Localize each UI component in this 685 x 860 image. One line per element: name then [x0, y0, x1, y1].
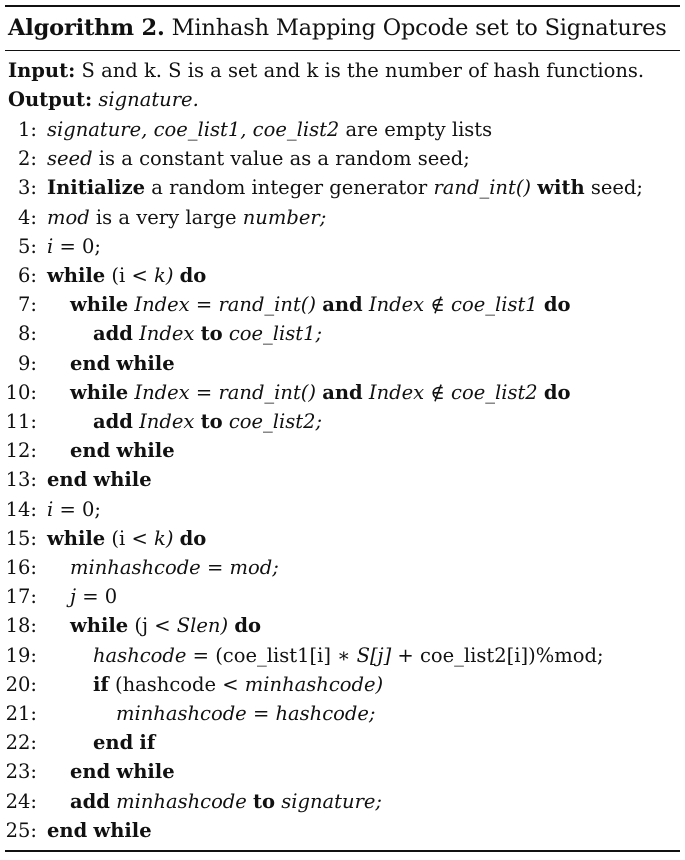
algorithm-line [0, 261, 685, 290]
algorithm-line [0, 378, 685, 407]
line-number: 12: [5, 439, 37, 463]
algorithm-line [0, 524, 685, 553]
line-number: 16: [5, 556, 37, 579]
line-number: 20: [5, 672, 37, 696]
line-number: 13: [5, 468, 37, 492]
line-number: 3: [18, 176, 37, 200]
line-number: 6: [18, 264, 37, 287]
line-code: if (hashcode < minhashcode) [93, 672, 384, 696]
algorithm-line [0, 144, 685, 173]
line-code: end while [70, 760, 175, 784]
algorithm-line [0, 728, 685, 757]
line-code: end while [47, 818, 152, 842]
line-code: while Index = rand_int() and Index ∉ coe_list2 do [70, 380, 571, 404]
algorithm-line [0, 670, 685, 699]
line-code: end while [47, 468, 152, 492]
caption-rule [5, 50, 680, 51]
line-number: 23: [5, 760, 37, 784]
line-code: hashcode = (coe_list1[i] ∗ S[j] + coe_list2[i])%mod; [93, 643, 604, 667]
line-number: 10: [5, 380, 37, 404]
output-keyword: Output: [8, 88, 93, 111]
algorithm-caption [8, 9, 678, 47]
line-number: 18: [5, 614, 37, 638]
algorithm-line [0, 699, 685, 728]
line-code: end if [93, 731, 156, 755]
algorithm-line [0, 173, 685, 202]
line-code: end while [70, 439, 175, 463]
algorithm-line [0, 319, 685, 348]
line-number: 7: [18, 293, 37, 317]
line-code: add minhashcode to signature; [70, 789, 383, 813]
bottom-rule [5, 850, 680, 852]
algorithm-line [0, 582, 685, 611]
line-number: 11: [5, 410, 37, 433]
input-line [8, 56, 678, 85]
line-code: i = 0; [47, 497, 101, 521]
line-number: 25: [5, 818, 37, 842]
line-number: 15: [5, 526, 37, 550]
algorithm-line [0, 611, 685, 640]
line-number: 8: [18, 322, 37, 346]
algorithm-line [0, 465, 685, 494]
line-code: j = 0 [70, 585, 118, 609]
algorithm-line [0, 407, 685, 436]
line-code: while (i < k) do [47, 264, 207, 287]
algorithm-line [0, 787, 685, 816]
algorithm-line [0, 816, 685, 845]
line-code: while Index = rand_int() and Index ∉ coe_list1 do [70, 293, 571, 317]
output-text: signature. [98, 88, 199, 111]
line-code: while (j < Slen) do [70, 614, 261, 638]
algorithm-line [0, 290, 685, 319]
algorithm-line [0, 553, 685, 582]
line-number: 19: [5, 643, 37, 667]
line-code: Initialize a random integer generator rand_int() with seed; [47, 176, 643, 200]
line-code: minhashcode = mod; [70, 556, 279, 579]
top-rule [5, 5, 680, 7]
input-text: S and k. S is a set and k is the number of hash functions. [81, 59, 645, 82]
line-code: i = 0; [47, 234, 101, 258]
line-code: while (i < k) do [47, 526, 207, 550]
algorithm-line [0, 436, 685, 465]
line-number: 4: [18, 205, 37, 229]
line-number: 1: [18, 118, 37, 141]
line-number: 9: [18, 351, 37, 375]
line-number: 21: [5, 702, 37, 725]
algorithm-line [0, 232, 685, 261]
line-code: minhashcode = hashcode; [116, 702, 376, 725]
line-code: add Index to coe_list2; [93, 410, 323, 433]
line-number: 5: [18, 234, 37, 258]
line-code: seed is a constant value as a random seed; [47, 147, 470, 171]
line-number: 17: [5, 585, 37, 609]
line-number: 14: [5, 497, 37, 521]
algorithm-line [0, 641, 685, 670]
algorithm-line [0, 115, 685, 144]
algorithm-title: Minhash Mapping Opcode set to Signatures [171, 15, 667, 41]
line-code: mod is a very large number; [47, 205, 327, 229]
output-line [8, 85, 678, 114]
line-code: signature, coe_list1, coe_list2 are empty lists [47, 118, 493, 141]
algorithm-label: Algorithm 2. [8, 15, 165, 41]
algorithm-line [0, 349, 685, 378]
line-code: end while [70, 351, 175, 375]
line-code: add Index to coe_list1; [93, 322, 323, 346]
algorithm-line [0, 495, 685, 524]
input-keyword: Input: [8, 59, 76, 82]
line-number: 2: [18, 147, 37, 171]
algorithm-line [0, 203, 685, 232]
line-number: 24: [5, 789, 37, 813]
algorithm-line [0, 757, 685, 786]
line-number: 22: [5, 731, 37, 755]
